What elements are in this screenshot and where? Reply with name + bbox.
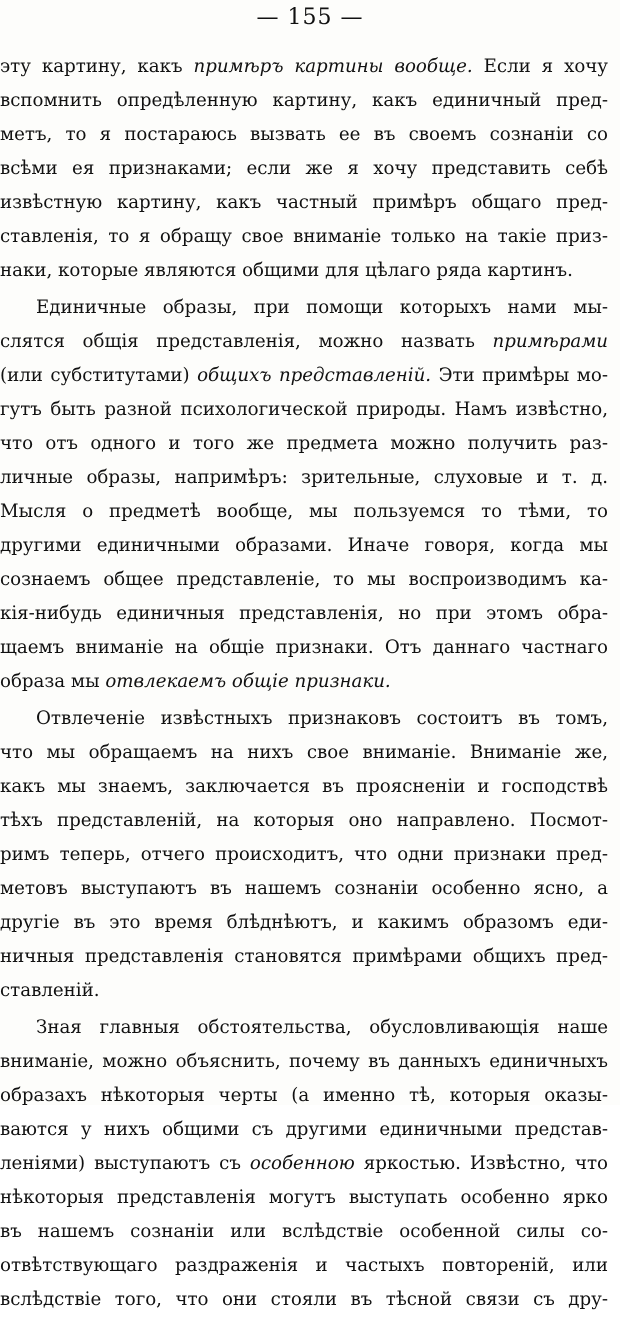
text-segment: Отвлеченіе извѣстныхъ признаковъ состоитъ въ томъ, <box>36 708 608 729</box>
page-number: — 155 — <box>256 5 364 30</box>
text-segment: вниманіе, можно объяснить, почему въ данныхъ единичныхъ <box>0 1051 608 1072</box>
text-line <box>0 1181 608 1215</box>
text-line <box>0 254 608 288</box>
text-line <box>0 838 608 872</box>
text-segment: отвѣтствующаго раздраженія и частыхъ повтореній, или <box>0 1255 608 1276</box>
text-segment: вслѣдствіе того, что они стояли въ тѣсной связи съ дру- <box>0 1289 608 1310</box>
text-line <box>0 597 608 631</box>
emphasized-text: примѣръ картины вообще. <box>193 56 473 77</box>
text-line <box>0 427 608 461</box>
text-segment: леніями) выступаютъ съ <box>0 1153 250 1174</box>
text-segment: извѣстную картину, какъ частный примѣръ общаго пред- <box>0 192 608 213</box>
text-segment: вспомнить опредѣленную картину, какъ единичный пред- <box>0 90 608 111</box>
page-body-text <box>0 50 608 1317</box>
text-line <box>0 461 608 495</box>
text-segment: слятся общія представленія, можно назвать <box>0 331 493 352</box>
emphasized-text: примѣрами <box>492 331 608 352</box>
text-line <box>0 702 608 736</box>
text-line <box>0 872 608 906</box>
text-segment: Если я хочу <box>472 56 608 77</box>
emphasized-text: общихъ представленій. <box>197 365 432 386</box>
text-line <box>0 393 608 427</box>
text-line <box>0 1079 608 1113</box>
text-line <box>0 495 608 529</box>
text-line <box>0 1215 608 1249</box>
text-segment: ставленій. <box>0 980 100 1001</box>
text-segment: другими единичными образами. Иначе говоря, когда мы <box>0 535 608 556</box>
text-segment: другіе въ это время блѣднѣютъ, и какимъ образомъ еди- <box>0 912 608 933</box>
text-segment: Эти примѣры мо- <box>431 365 608 386</box>
text-segment: сознаемъ общее представленіе, то мы воспроизводимъ ка- <box>0 569 608 590</box>
text-line <box>0 1011 608 1045</box>
text-line <box>0 1283 608 1317</box>
text-segment: Зная главныя обстоятельства, обусловливающія наше <box>36 1017 608 1038</box>
text-line <box>0 529 608 563</box>
text-segment: ничныя представленія становятся примѣрами общихъ пред- <box>0 946 608 967</box>
text-line <box>0 50 608 84</box>
text-segment: кія-нибудь единичныя представленія, но при этомъ обра- <box>0 603 608 624</box>
text-segment: что мы обращаемъ на нихъ свое вниманіе. Вниманіе же, <box>0 742 608 763</box>
text-segment: щаемъ вниманіе на общіе признаки. Отъ даннаго частнаго <box>0 637 608 658</box>
text-segment: образахъ нѣкоторыя черты (а именно тѣ, которыя оказы- <box>0 1085 608 1106</box>
text-line <box>0 84 608 118</box>
text-segment: Мысля о предметѣ вообще, мы пользуемся то тѣми, то <box>0 501 608 522</box>
text-line <box>0 291 608 325</box>
text-segment: наки, которые являются общими для цѣлаго ряда картинъ. <box>0 260 573 281</box>
text-segment: ставленія, то я обращу свое вниманіе только на такіе приз- <box>0 226 608 247</box>
text-segment: ваются у нихъ общими съ другими единичными представ- <box>0 1119 608 1140</box>
text-line <box>0 325 608 359</box>
text-line <box>0 804 608 838</box>
text-line <box>0 1113 608 1147</box>
text-segment: въ нашемъ сознаніи или вслѣдствіе особенной силы со- <box>0 1221 608 1242</box>
text-segment: метовъ выступаютъ въ нашемъ сознаніи особенно ясно, а <box>0 878 608 899</box>
text-segment: эту картину, какъ <box>0 56 194 77</box>
text-segment: метъ, то я постараюсь вызвать ее въ своемъ сознаніи со <box>0 124 608 145</box>
text-line <box>0 1249 608 1283</box>
text-line <box>0 665 608 699</box>
text-line <box>0 974 608 1008</box>
text-line <box>0 770 608 804</box>
text-line <box>0 736 608 770</box>
text-segment: образа мы <box>0 671 106 692</box>
text-line <box>0 1147 608 1181</box>
text-segment: какъ мы знаемъ, заключается въ проясненіи и господствѣ <box>0 776 608 797</box>
emphasized-text: особенною <box>249 1153 355 1174</box>
text-segment: личные образы, напримѣръ: зрительные, слуховые и т. д. <box>0 467 608 488</box>
text-line <box>0 1045 608 1079</box>
text-segment: (или субститутами) <box>0 365 198 386</box>
text-line <box>0 563 608 597</box>
text-line <box>0 118 608 152</box>
text-segment: нѣкоторыя представленія могутъ выступать особенно ярко <box>0 1187 608 1208</box>
emphasized-text: отвлекаемъ общіе признаки. <box>105 671 391 692</box>
text-line <box>0 631 608 665</box>
text-segment: гутъ быть разной психологической природы. Намъ извѣстно, <box>0 399 608 420</box>
text-line <box>0 940 608 974</box>
text-segment: тѣхъ представленій, на которыя оно направлено. Посмот- <box>0 810 608 831</box>
text-segment: всѣми ея признаками; если же я хочу представить себѣ <box>0 158 608 179</box>
text-line <box>0 152 608 186</box>
text-line <box>0 186 608 220</box>
text-segment: Единичные образы, при помощи которыхъ нами мы- <box>36 297 608 318</box>
text-line <box>0 220 608 254</box>
text-segment: яркостью. Извѣстно, что <box>354 1153 608 1174</box>
text-segment: римъ теперь, отчего происходитъ, что одни признаки пред- <box>0 844 608 865</box>
text-line <box>0 359 608 393</box>
text-segment: что отъ одного и того же предмета можно получить раз- <box>0 433 608 454</box>
text-line <box>0 906 608 940</box>
